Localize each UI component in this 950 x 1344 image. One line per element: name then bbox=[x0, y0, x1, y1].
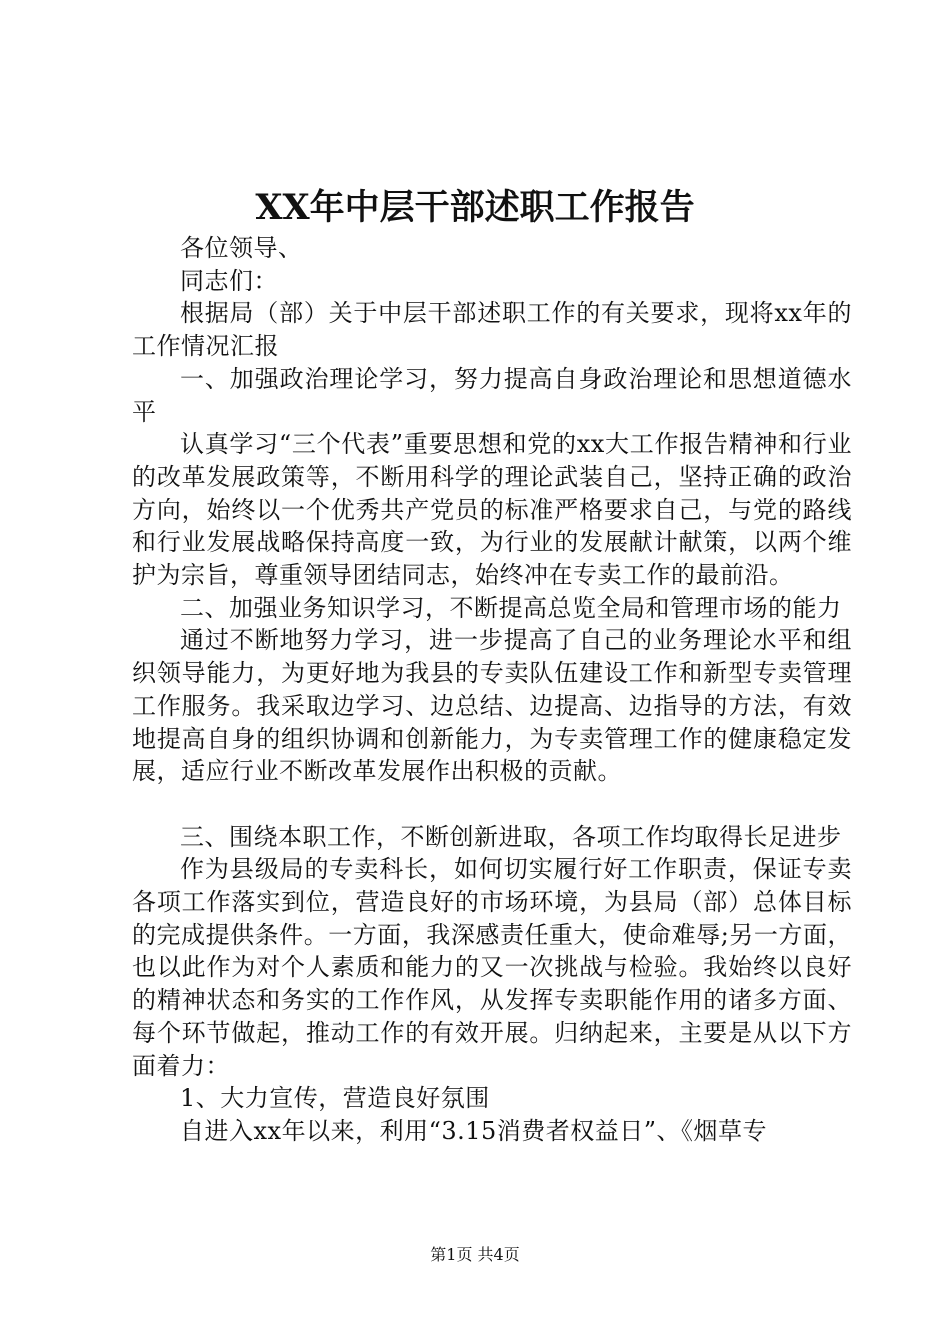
page-footer: 第1页 共4页 bbox=[430, 1245, 520, 1264]
document-title: XX年中层干部述职工作报告 bbox=[255, 187, 695, 228]
salutation-leaders: 各位领导、 bbox=[180, 234, 303, 262]
subsection-heading-1: 1、大力宣传，营造良好氛围 bbox=[180, 1084, 490, 1113]
paragraph-gap bbox=[132, 788, 852, 821]
section-body-2: 通过不断地努力学习，进一步提高了自己的业务理论水平和组织领导能力，为更好地为我县的专卖队伍建设工作和新型专卖管理工作服务。我采取边学习、边总结、边提高、边指导的方法，有效地提高自身的组织协调和创新能力，为专卖管理工作的健康稳定发展，适应行业不断改革发展作出积极的贡献。 bbox=[132, 626, 852, 786]
salutation-comrades: 同志们： bbox=[180, 266, 278, 295]
document-body bbox=[132, 232, 852, 1148]
section-body-1: 认真学习“三个代表”重要思想和党的xx大工作报告精神和行业的改革发展政策等，不断用科学的理论武装自己，坚持正确的政治方向，始终以一个优秀共产党员的标准严格要求自己，与党的路线和行业发展战略保持高度一致，为行业的发展献计献策，以两个维护为宗旨，尊重领导团结同志，始终冲在专卖工作的最前沿。 bbox=[132, 430, 852, 590]
intro-paragraph: 根据局（部）关于中层干部述职工作的有关要求，现将xx年的工作情况汇报 bbox=[132, 299, 852, 361]
subsection-body-1: 自进入xx年以来，利用“3.15消费者权益日”、《烟草专 bbox=[180, 1116, 768, 1145]
section-heading-2: 二、加强业务知识学习，不断提高总览全局和管理市场的能力 bbox=[180, 593, 842, 622]
section-heading-3: 三、围绕本职工作，不断创新进取，各项工作均取得长足进步 bbox=[180, 822, 842, 851]
section-body-3: 作为县级局的专卖科长，如何切实履行好工作职责，保证专卖各项工作落实到位，营造良好的市场环境，为县局（部）总体目标的完成提供条件。一方面，我深感责任重大，使命难辱;另一方面，也以此作为对个人素质和能力的又一次挑战与检验。我始终以良好的精神状态和务实的工作作风，从发挥专卖职能作用的诸多方面、每个环节做起，推动工作的有效开展。归纳起来，主要是从以下方面着力： bbox=[132, 855, 852, 1080]
section-heading-1: 一、加强政治理论学习，努力提高自身政治理论和思想道德水平 bbox=[132, 364, 852, 426]
